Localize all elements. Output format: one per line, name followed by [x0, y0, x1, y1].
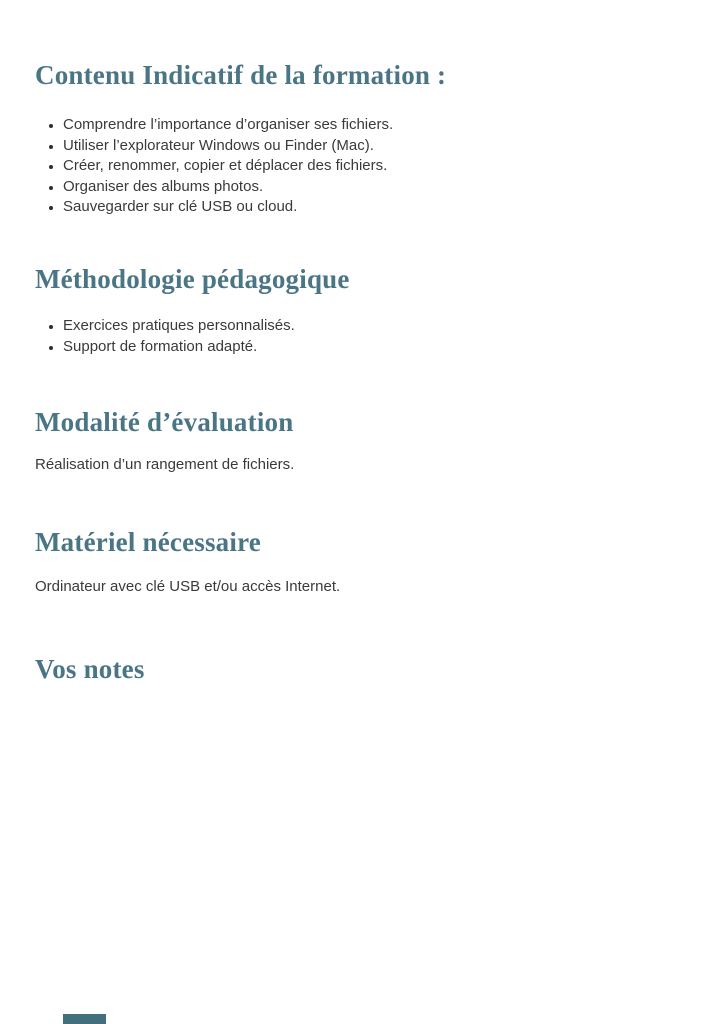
paragraph-modalite: Réalisation d’un rangement de fichiers. — [35, 456, 295, 473]
list-item: • Créer, renommer, copier et déplacer des fichiers. — [63, 156, 694, 177]
section-heading-materiel: Matériel nécessaire — [35, 527, 261, 557]
bullet-list-contenu — [35, 115, 694, 218]
list-item: • Sauvegarder sur clé USB ou cloud. — [63, 197, 694, 218]
list-item: • Exercices pratiques personnalisés. — [63, 316, 694, 337]
section-heading-contenu: Contenu Indicatif de la formation : — [35, 60, 447, 90]
footer-block — [63, 1014, 106, 1024]
section-heading-modalite: Modalité d’évaluation — [35, 407, 294, 437]
bullet-list-methodologie — [35, 316, 694, 357]
section-heading-methodologie: Méthodologie pédagogique — [35, 264, 350, 294]
list-item: • Comprendre l’importance d’organiser ses fichiers. — [63, 115, 694, 136]
list-item: • Organiser des albums photos. — [63, 177, 694, 198]
section-heading-vos-notes: Vos notes — [35, 654, 145, 684]
paragraph-materiel: Ordinateur avec clé USB et/ou accès Internet. — [35, 578, 341, 595]
list-item: • Support de formation adapté. — [63, 337, 694, 358]
list-item: • Utiliser l’explorateur Windows ou Finder (Mac). — [63, 136, 694, 157]
